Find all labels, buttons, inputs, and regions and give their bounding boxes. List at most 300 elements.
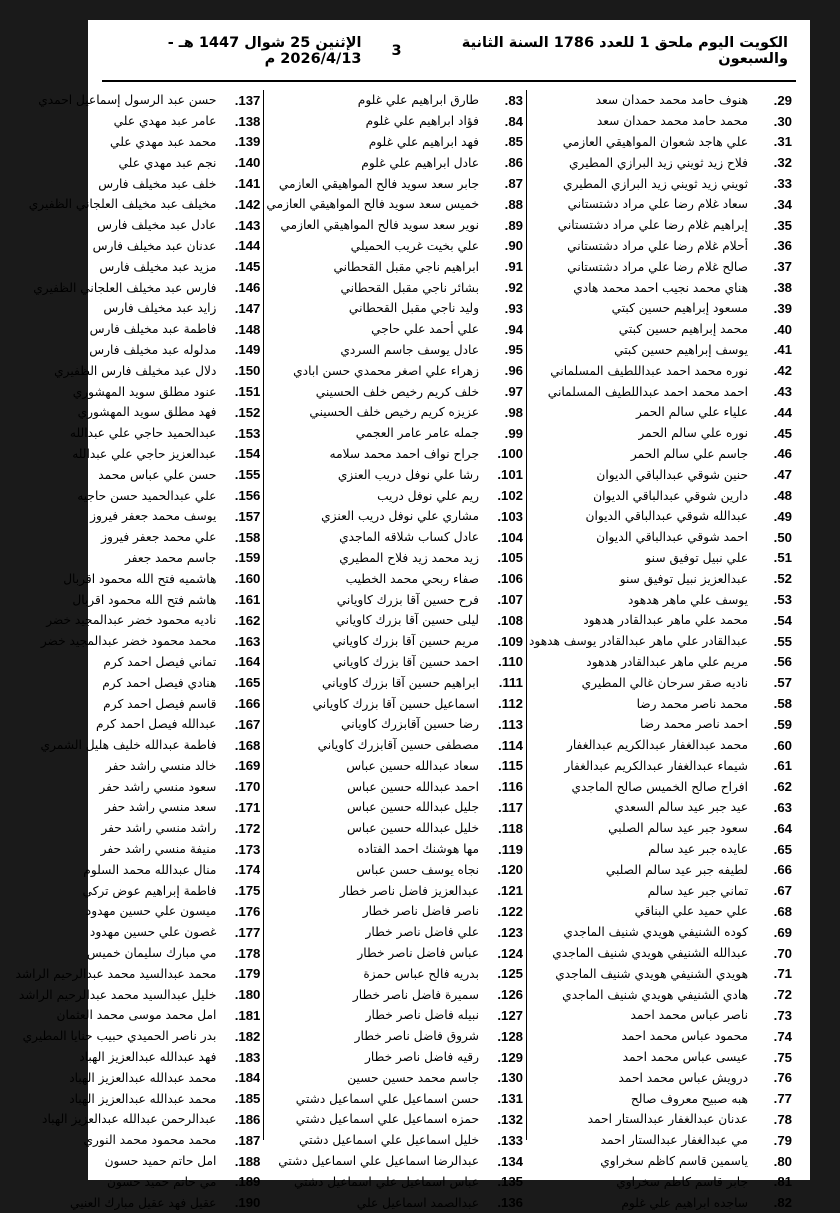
entry-number-text: 69 (777, 924, 792, 940)
entry-number-text: 130 (500, 1070, 523, 1086)
entry-number-text: 101 (500, 467, 523, 483)
entry-name: نجاه يوسف حسن عباس (356, 862, 479, 877)
entry-name: خالد منسي راشد حفر (105, 758, 217, 773)
entry-name: عباس فاضل ناصر خطار (357, 946, 479, 961)
list-item (266, 256, 523, 277)
entry-number-dot: . (497, 592, 501, 608)
entry-name: جمله عامر عامر العجمي (355, 426, 479, 441)
entry-number (483, 384, 523, 399)
gazette-page (15, 20, 810, 1211)
entry-number-text: 85 (508, 134, 523, 150)
entry-name: جاسم محمد جعفر (124, 550, 217, 565)
entry-number (220, 1091, 260, 1106)
entry-number-dot: . (773, 196, 778, 212)
list-item (16, 548, 261, 569)
entry-name: علي محمد جعفر فيروز (101, 530, 217, 545)
entry-number-text: 61 (777, 758, 792, 774)
entry-number-text: 67 (777, 883, 792, 899)
entry-name: علي بخيت غريب الحميلي (350, 238, 479, 253)
entry-number-dot: . (234, 612, 239, 628)
list-item (529, 610, 792, 631)
entry-name: محمد علي ماهر عبدالقادر هدهود (583, 613, 748, 628)
entry-number-dot: . (773, 134, 778, 150)
entry-number (220, 654, 260, 669)
entry-number-dot: . (234, 924, 239, 940)
entry-number-text: 144 (238, 238, 261, 254)
entry-name: خميس سعد سويد فالح المواهيقي العازمي (266, 197, 479, 212)
entry-number (752, 571, 792, 586)
entry-number-text: 141 (238, 176, 261, 192)
entry-name: يوسف علي ماهر هدهود (628, 592, 748, 607)
entry-number-text: 80 (777, 1153, 792, 1169)
entry-name: محمد محمود محمد النوري (83, 1133, 217, 1148)
entry-number (220, 1070, 260, 1085)
entry-number-text: 51 (777, 550, 792, 566)
column-right (529, 90, 792, 1211)
entry-number-dot: . (773, 529, 778, 545)
entry-number-dot: . (504, 217, 509, 233)
entry-number-text: 104 (500, 529, 523, 545)
entry-name: جراح نواف احمد محمد سلامه (329, 446, 479, 461)
entry-name: جابر قاسم كاظم سخراوي (616, 1174, 748, 1189)
entry-name: إبراهيم غلام رضا علي مراد دشتستاني (557, 218, 748, 233)
list-item (529, 797, 792, 818)
list-item (16, 652, 261, 673)
list-item (529, 1171, 792, 1192)
list-item (16, 236, 261, 257)
entry-name: عنود مطلق سويد المهشوري (72, 384, 217, 399)
entry-name: عبدالحميد حاجي علي عبدالله (69, 426, 217, 441)
entry-number (752, 1091, 792, 1106)
entry-number-text: 84 (508, 113, 523, 129)
list-item (266, 901, 523, 922)
list-item (529, 1192, 792, 1213)
list-item (529, 859, 792, 880)
entry-number-dot: . (234, 446, 239, 462)
entry-number (220, 1029, 260, 1044)
entry-number (220, 509, 260, 524)
entry-number (220, 883, 260, 898)
entry-number (220, 384, 260, 399)
entry-number-dot: . (234, 134, 239, 150)
entry-number-text: 146 (238, 280, 261, 296)
entry-number-dot: . (234, 384, 239, 400)
entry-number-dot: . (773, 508, 778, 524)
entry-name: محمد ناصر محمد رضا (636, 696, 748, 711)
entry-name: عبدالعزيز نبيل توفيق سنو (619, 571, 748, 586)
entry-number-text: 171 (238, 799, 261, 815)
entry-number-text: 153 (238, 425, 261, 441)
entry-number (483, 1133, 523, 1148)
entry-number-dot: . (234, 1007, 239, 1023)
entry-number-text: 68 (777, 903, 792, 919)
entry-number-dot: . (773, 384, 778, 400)
list-item (529, 485, 792, 506)
entry-name: هادي الشنيفي هويدي شنيف الماجدي (562, 987, 748, 1002)
entry-number (220, 571, 260, 586)
entry-number (483, 966, 523, 981)
entry-number-text: 133 (500, 1132, 523, 1148)
entry-number (752, 1008, 792, 1023)
entry-name: ريم علي نوفل دريب (377, 488, 479, 503)
entry-number-dot: . (497, 966, 501, 982)
entry-name: تماني جبر عيد سالم (647, 883, 748, 898)
entry-name: شروق فاضل ناصر خطار (354, 1029, 479, 1044)
entry-name: مزيد عبد مخيلف فارس (99, 259, 217, 274)
entry-number-dot: . (234, 1111, 239, 1127)
entry-number-dot: . (234, 1153, 239, 1169)
list-item (266, 963, 523, 984)
entry-number-dot: . (234, 238, 239, 254)
entry-number (220, 758, 260, 773)
entry-number-text: 36 (777, 238, 792, 254)
entry-number-text: 123 (500, 924, 523, 940)
list-item (529, 277, 792, 298)
entry-name: نوير سعد سويد فالح المواهيقي العازمي (280, 218, 479, 233)
list-item (266, 152, 523, 173)
entry-name: مخيلف عبد مخيلف العلجاني الظفيري (28, 197, 217, 212)
entry-number (752, 363, 792, 378)
entry-name: فارس عبد مخيلف العلجاني الظفيري (33, 280, 217, 295)
entry-number-dot: . (773, 446, 778, 462)
list-item (16, 672, 261, 693)
entry-name: خلف عبد مخيلف فارس (98, 176, 217, 191)
entry-number (220, 696, 260, 711)
entry-name: حنين شوقي عبدالباقي الديوان (596, 467, 748, 482)
entry-name: خلف كريم رخيص خلف الحسيني (315, 384, 479, 399)
entry-number (483, 218, 523, 233)
list-item (266, 381, 523, 402)
entry-number-text: 49 (777, 508, 792, 524)
list-item (16, 1192, 261, 1213)
list-item (16, 402, 261, 423)
entry-name: أحلام غلام رضا علي مراد دشتستاني (567, 238, 748, 253)
list-item (529, 132, 792, 153)
list-item (529, 236, 792, 257)
entry-number-text: 138 (238, 113, 261, 129)
list-item (529, 194, 792, 215)
entry-number (483, 93, 523, 108)
entry-number-dot: . (773, 696, 778, 711)
entry-name: احمد شوقي عبدالباقي الديوان (596, 530, 748, 545)
entry-number-dot: . (234, 404, 239, 420)
entry-number (483, 987, 523, 1002)
list-item (266, 818, 523, 839)
entry-number (220, 821, 260, 836)
entry-name: علي هاجد شعوان المواهيقي العازمي (562, 134, 748, 149)
entry-number-dot: . (497, 862, 501, 878)
header-rule (102, 80, 796, 82)
entry-number-text: 54 (777, 612, 792, 628)
entry-name: هبه صبيح معروف صالح (630, 1091, 748, 1106)
entry-number (752, 509, 792, 524)
list-item (529, 340, 792, 361)
entry-number-dot: . (504, 259, 509, 275)
entry-number-dot: . (497, 1174, 501, 1190)
list-item (16, 859, 261, 880)
entry-number-text: 96 (508, 363, 523, 379)
entry-number-dot: . (504, 425, 509, 441)
entry-number-text: 135 (500, 1174, 523, 1190)
entry-number-text: 181 (238, 1007, 261, 1023)
entry-name: سعاد عبدالله حسين عباس (346, 758, 479, 773)
entry-name: علياء علي سالم الحمر (635, 405, 748, 420)
entry-number-text: 132 (500, 1111, 523, 1127)
entry-number-text: 188 (238, 1153, 261, 1169)
entry-number (483, 779, 523, 794)
list-item (16, 215, 261, 236)
entry-number-text: 118 (501, 820, 523, 836)
entry-number-text: 87 (508, 176, 523, 192)
entry-number (220, 925, 260, 940)
list-item (529, 444, 792, 465)
entry-name: عادل عبد مخيلف فارس (97, 218, 217, 233)
list-item (266, 215, 523, 236)
entry-name: عامر عبد مهدي علي (113, 114, 217, 129)
list-item (529, 652, 792, 673)
entry-number (752, 1050, 792, 1065)
entry-number (483, 176, 523, 191)
entry-name: شيماء عبدالغفار عبدالكريم عبدالغفار (564, 758, 748, 773)
entry-number (483, 571, 523, 586)
entry-number-text: 151 (238, 384, 261, 400)
entry-number-text: 161 (238, 592, 261, 608)
entry-number (220, 613, 260, 628)
list-item (266, 756, 523, 777)
entry-number-text: 121 (500, 883, 523, 899)
entry-number (752, 904, 792, 919)
list-item (266, 132, 523, 153)
entry-number-text: 136 (500, 1195, 523, 1211)
list-item (16, 1151, 261, 1172)
entry-number (220, 1154, 260, 1169)
entry-number-text: 65 (777, 841, 792, 857)
entry-name: مي مبارك سليمان خميس (86, 946, 217, 961)
entry-number-text: 34 (777, 196, 792, 212)
list-item (529, 756, 792, 777)
entry-name: ثويني زيد ثويني زيد البرازي المطيري (563, 176, 748, 191)
entry-number-dot: . (773, 155, 778, 171)
list-item (266, 1151, 523, 1172)
list-item (266, 797, 523, 818)
entry-number (483, 530, 523, 545)
list-item (16, 1109, 261, 1130)
entry-number (752, 592, 792, 607)
entry-name: جليل عبدالله حسين عباس (346, 800, 479, 815)
entry-number-dot: . (773, 571, 778, 587)
entry-number-text: 189 (238, 1174, 261, 1190)
entry-number-dot: . (234, 903, 239, 919)
entry-number (220, 1112, 260, 1127)
list-item (16, 1130, 261, 1151)
entry-number-dot: . (497, 467, 501, 483)
entry-number (752, 176, 792, 191)
entry-number (752, 1133, 792, 1148)
entry-name: عادل ابراهيم علي غلوم (361, 155, 479, 170)
entry-number-dot: . (504, 300, 509, 316)
entry-number-text: 134 (500, 1153, 523, 1169)
list-item (529, 672, 792, 693)
entry-number-text: 122 (500, 903, 523, 919)
entry-number-text: 154 (238, 446, 261, 462)
list-item (529, 1026, 792, 1047)
entry-name: علي حميد علي البناقي (634, 904, 748, 919)
list-item (266, 340, 523, 361)
entry-number-text: 75 (777, 1049, 792, 1065)
list-item (529, 423, 792, 444)
entry-number (220, 1050, 260, 1065)
list-item (529, 922, 792, 943)
list-item (16, 714, 261, 735)
entry-number-dot: . (773, 841, 778, 857)
entry-name: ناصر عباس محمد احمد (630, 1008, 748, 1023)
entry-number-text: 180 (238, 987, 261, 1003)
entry-name: احمد عبدالله حسين عباس (347, 779, 479, 794)
entry-number (220, 280, 260, 295)
entry-number-text: 168 (238, 737, 261, 753)
entry-number (752, 530, 792, 545)
entry-number-text: 92 (508, 280, 523, 296)
entry-number-text: 90 (508, 238, 523, 254)
entry-number (220, 738, 260, 753)
entry-number-dot: . (773, 238, 778, 254)
entry-number (752, 966, 792, 981)
entry-name: بدريه فالح عباس حمزة (363, 966, 479, 981)
entry-number-text: 91 (508, 259, 523, 275)
entry-number-dot: . (234, 467, 239, 483)
entry-number-text: 184 (238, 1070, 261, 1086)
entry-number (483, 946, 523, 961)
entry-name: هنادي فيصل احمد كرم (102, 675, 217, 690)
entry-name: حسن علي عباس محمد (98, 467, 217, 482)
list-item (529, 776, 792, 797)
list-item (529, 90, 792, 111)
entry-number-text: 112 (501, 696, 523, 711)
entry-number (220, 218, 260, 233)
entry-number-text: 66 (777, 862, 792, 878)
entry-number-dot: . (234, 550, 239, 566)
entry-number-dot: . (497, 1028, 501, 1044)
entry-number-text: 59 (777, 716, 792, 732)
entry-number (752, 280, 792, 295)
entry-name: هويدي الشنيفي هويدي شنيف الماجدي (555, 966, 748, 981)
entry-number-dot: . (773, 259, 778, 275)
entry-number-dot: . (498, 841, 502, 857)
entry-name: عبدالصمد اسماعيل علي (356, 1195, 479, 1210)
entry-name: جابر سعد سويد فالح المواهيقي العازمي (278, 176, 479, 191)
entry-name: غصون علي حسين مهدود (89, 925, 217, 940)
entry-number (752, 342, 792, 357)
entry-number-dot: . (773, 654, 778, 670)
entry-number-text: 155 (238, 467, 261, 483)
entry-number-dot: . (773, 321, 778, 337)
list-item (529, 1088, 792, 1109)
list-item (266, 485, 523, 506)
entry-number-text: 41 (777, 342, 792, 358)
entry-name: ابراهيم ناجي مقبل القحطاني (333, 259, 479, 274)
entry-number-dot: . (234, 280, 239, 296)
entry-number-text: 124 (500, 945, 523, 961)
entry-number-dot: . (497, 1132, 501, 1148)
entry-number (220, 550, 260, 565)
entry-name: ناديه صقر سرحان غالي المطيري (581, 675, 748, 690)
entry-number-dot: . (234, 696, 239, 711)
entry-number (752, 446, 792, 461)
entry-number-text: 170 (238, 779, 261, 795)
entry-name: محمد عبدالله عبدالعزيز الهباد (69, 1070, 217, 1085)
list-item (529, 714, 792, 735)
list-item (529, 506, 792, 527)
entry-name: رضا حسين آقابزرك كاوياني (341, 717, 479, 732)
entry-name: نوره علي سالم الحمر (638, 426, 748, 441)
entry-number-text: 157 (238, 508, 261, 524)
entry-number (483, 696, 523, 711)
entry-number-dot: . (497, 924, 501, 940)
list-item (16, 818, 261, 839)
entry-name: خليل اسماعيل علي اسماعيل دشتي (299, 1133, 479, 1148)
list-item (16, 610, 261, 631)
list-item (16, 880, 261, 901)
entry-number-text: 83 (508, 92, 523, 108)
entry-number-dot: . (773, 675, 778, 691)
entry-number-dot: . (773, 1007, 778, 1023)
entry-number-dot: . (497, 1049, 501, 1065)
entry-number (483, 883, 523, 898)
list-item (266, 693, 523, 714)
entry-number (752, 779, 792, 794)
entry-name: دارين شوقي عبدالباقي الديوان (593, 488, 748, 503)
entry-number (752, 1174, 792, 1189)
entry-number (220, 176, 260, 191)
entry-number-dot: . (773, 758, 778, 774)
entry-name: فاطمة إبراهيم عوض تركي (82, 883, 217, 898)
entry-name: عايده جبر عيد سالم (648, 842, 748, 857)
entry-number (752, 218, 792, 233)
entry-name: محمد عبدالله عبدالعزيز الهباد (69, 1091, 217, 1106)
list-item (16, 1067, 261, 1088)
entry-number-dot: . (234, 820, 239, 836)
page-number: 3 (391, 43, 402, 59)
entry-number-text: 57 (777, 675, 792, 691)
entry-number-text: 113 (501, 716, 523, 732)
entry-number-dot: . (773, 342, 778, 358)
entry-number (752, 862, 792, 877)
names-columns (15, 90, 792, 1211)
entry-number-dot: . (497, 1111, 501, 1127)
list-item (266, 652, 523, 673)
list-item (266, 672, 523, 693)
entry-number (483, 1112, 523, 1127)
entry-name: ابراهيم حسين آقا بزرك كاوياني (322, 675, 479, 690)
entry-number-text: 93 (508, 300, 523, 316)
entry-number (220, 1174, 260, 1189)
entry-number-text: 139 (238, 134, 261, 150)
entry-number (220, 426, 260, 441)
entry-number-text: 55 (777, 633, 792, 649)
entry-number-dot: . (504, 134, 509, 150)
entry-number-text: 177 (238, 924, 261, 940)
entry-number-dot: . (234, 529, 239, 545)
entry-number-text: 35 (777, 217, 792, 233)
entry-number-dot: . (234, 155, 239, 171)
entry-number-text: 48 (777, 488, 792, 504)
entry-name: ليلى حسين آقا بزرك كاوياني (335, 613, 479, 628)
entry-number-dot: . (234, 592, 239, 608)
list-item (16, 485, 261, 506)
entry-number-dot: . (773, 488, 778, 504)
entry-number-text: 142 (238, 196, 261, 212)
list-item (266, 111, 523, 132)
